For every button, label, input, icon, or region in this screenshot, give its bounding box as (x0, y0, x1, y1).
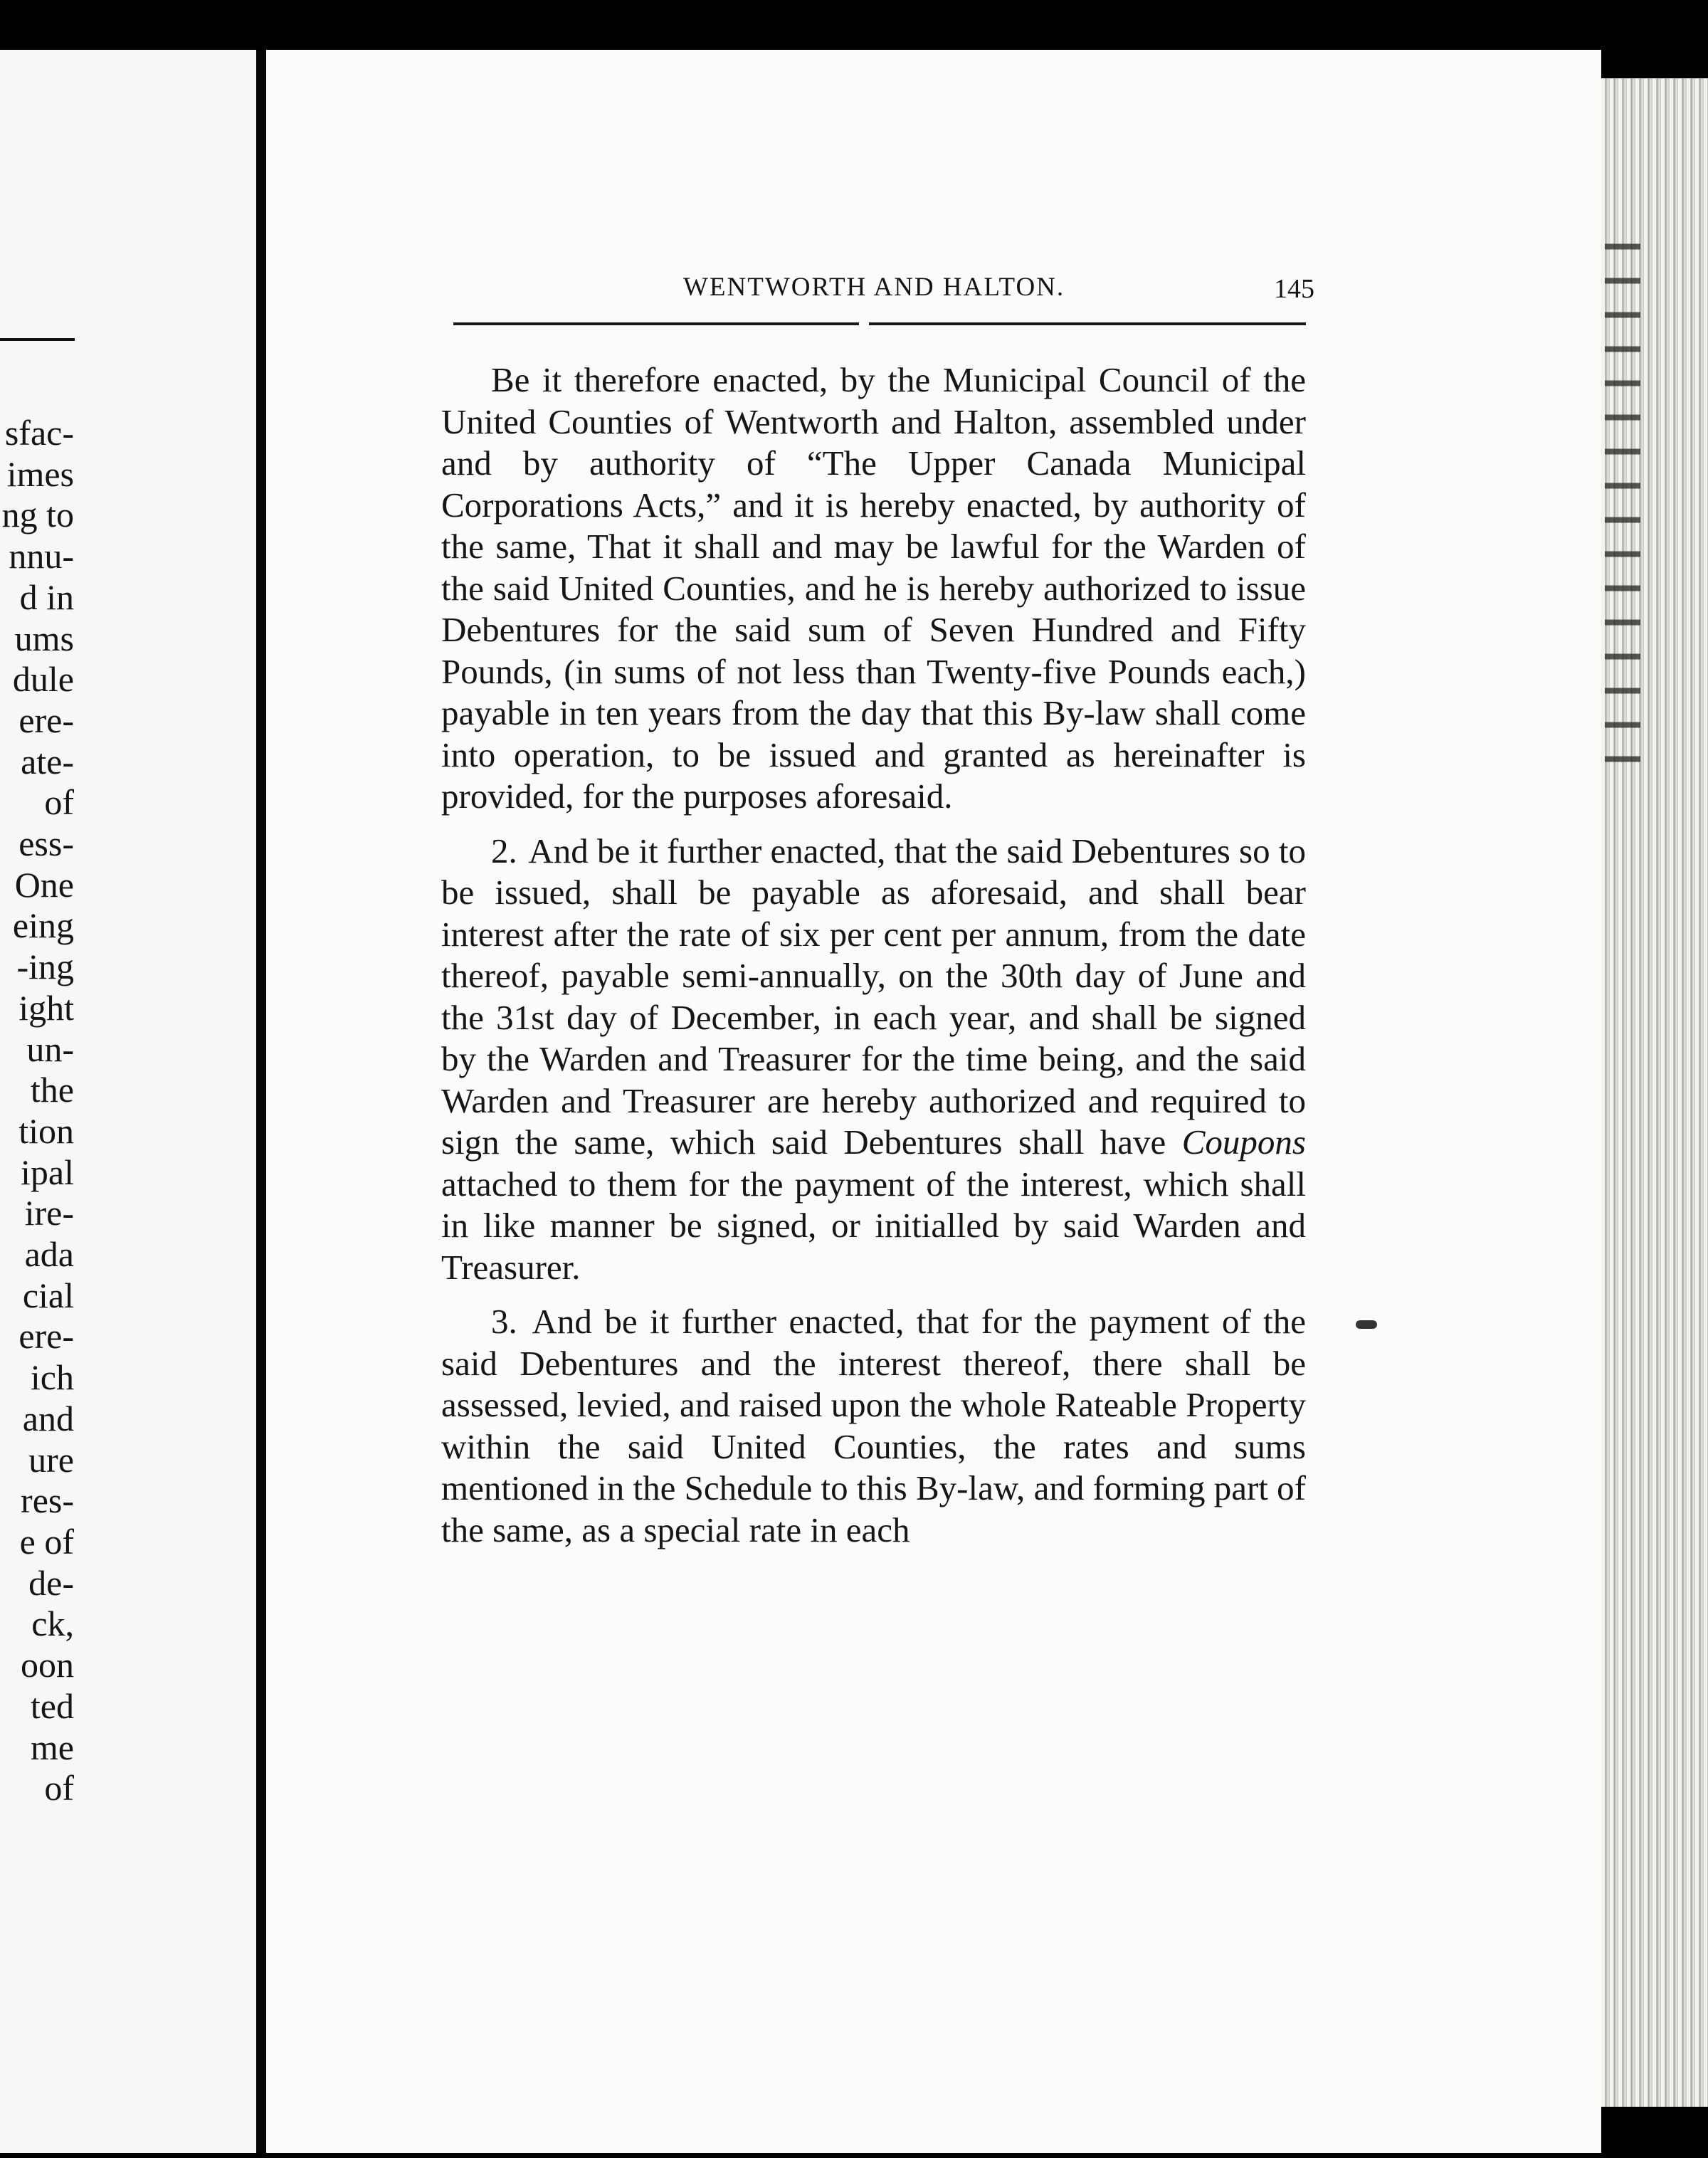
left-page-line-fragment: eing (12, 905, 74, 946)
left-page-line-fragment: imes (6, 453, 74, 494)
left-page-line-fragment: un- (26, 1028, 74, 1069)
ink-smudge (1356, 1320, 1377, 1329)
header-rule (453, 322, 1306, 325)
body-text (441, 359, 1306, 1826)
paragraph-3-text: And be it further enacted, that for the payment of the said Debentures and the interest thereof, there shall be assessed, levied, and raised upon the whole Rateable Property within the said United Counties, the rates and sums mentioned in the Schedule to this By-law, and forming part of the same, as a special rate in each (441, 1302, 1307, 1549)
left-page-line-fragment: d in (19, 577, 74, 617)
left-page-line-fragment: sfac- (4, 413, 74, 453)
left-page-line-fragment: the (30, 1070, 74, 1110)
left-page-line-fragment: res- (21, 1480, 74, 1521)
left-page-line-fragment: ate- (21, 741, 74, 781)
left-page-line-fragment: tion (19, 1110, 74, 1151)
left-page-line-fragment: e of (19, 1521, 74, 1562)
left-page-line-fragment: ted (30, 1685, 74, 1726)
left-page-line-fragment: ere- (19, 1316, 74, 1357)
paragraph-2 (441, 831, 1306, 1289)
left-page-line-fragment: ipal (21, 1152, 74, 1192)
facing-page-left (0, 50, 256, 2153)
paragraph-2-number: 2. (491, 831, 517, 870)
left-page-line-fragment: ight (19, 987, 74, 1028)
left-page-line-fragment: oon (21, 1645, 74, 1685)
page-edge-marks (1605, 228, 1640, 769)
left-page-line-fragment: ich (30, 1357, 74, 1398)
left-page-line-fragment: One (14, 864, 74, 905)
left-page-line-fragment: ess- (19, 823, 74, 864)
left-page-line-fragment: ums (14, 618, 74, 658)
left-page-line-fragment: dule (12, 659, 74, 700)
left-page-line-fragment: ada (24, 1234, 74, 1275)
paragraph-3 (441, 1301, 1306, 1551)
left-page-rule (0, 338, 75, 341)
left-page-line-fragment: of (44, 1768, 74, 1809)
left-page-line-fragment: ck, (31, 1604, 74, 1644)
paragraph-2-text-b: attached to them for the payment of the interest, which shall in like manner be signed, or initialled by said Warden and Treasurer. (441, 1164, 1306, 1287)
running-title: WENTWORTH AND HALTON. (683, 273, 1065, 302)
running-header (683, 272, 1338, 315)
paragraph-3-number: 3. (491, 1302, 517, 1341)
left-page-line-fragment: ng to (1, 495, 74, 535)
left-page-text-fragments (0, 413, 74, 1809)
left-page-line-fragment: me (30, 1727, 74, 1767)
left-page-line-fragment: ure (28, 1439, 74, 1480)
left-page-line-fragment: ire- (24, 1193, 74, 1233)
paragraph-1: Be it therefore enacted, by the Municipal Council of the United Counties of Wentworth and Halton, assembled under and by authority of “The Upper Canada Municipal Corporations Acts,” and it is hereby enacted, by authority of the same, That it shall and may be lawful for the Warden of the said United Counties, and he is hereby authorized to issue Debentures for the said sum of Seven Hundred and Fifty Pounds, (in sums of not less than Twenty-five Pounds each,) payable in ten years from the day that this By-law shall come into operation, to be issued and granted as hereinafter is provided, for the purposes aforesaid. (441, 360, 1306, 816)
left-page-line-fragment: of (44, 782, 74, 823)
left-page-line-fragment: de- (28, 1562, 74, 1603)
left-page-line-fragment: ere- (19, 700, 74, 740)
left-page-line-fragment: and (22, 1398, 74, 1438)
page-number: 145 (1274, 274, 1314, 304)
left-page-line-fragment: nnu- (9, 536, 74, 577)
left-page-line-fragment: -ing (16, 947, 74, 987)
left-page-line-fragment: cial (22, 1275, 74, 1315)
book-gutter (256, 50, 266, 2153)
paragraph-2-italic: Coupons (1181, 1122, 1307, 1162)
paragraph-2-text-a: And be it further enacted, that the said Debentures so to be issued, shall be payable as aforesaid, and shall bear interest after the rate of six per cent per annum, from the date thereof, payable semi-annually, on the 30th day of June and the 31st day of December, in each year, and shall be signed by the Warden and Treasurer for the time being, and the said Warden and Treasurer are hereby authorized and required to sign the same, which said Debentures shall have (441, 831, 1307, 1162)
